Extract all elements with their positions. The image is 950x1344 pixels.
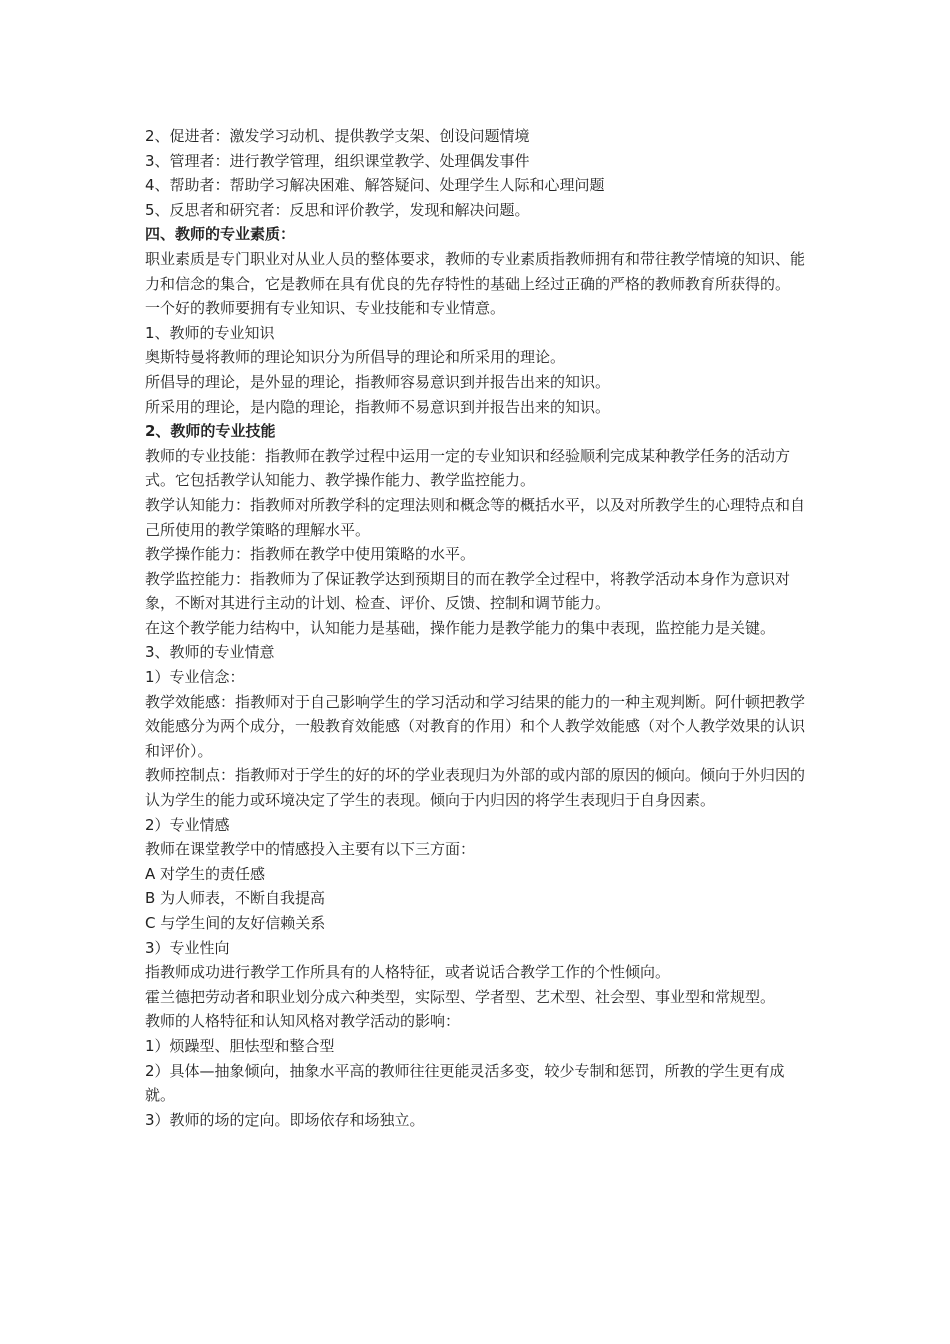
paragraph-line: 在这个教学能力结构中，认知能力是基础，操作能力是教学能力的集中表现，监控能力是关键。 — [145, 618, 776, 637]
paragraph-line: 2）专业情感 — [145, 815, 230, 834]
paragraph-line: B 为人师表，不断自我提高 — [145, 889, 326, 908]
paragraph-line: 教师的人格特征和认知风格对教学活动的影响： — [145, 1012, 461, 1031]
paragraph-line: 教师控制点：指教师对于学生的好的坏的学业表现归为外部的或内部的原因的倾向。倾向于外归因的认为学生的能力或环境决定了学生的表现。倾向于内归因的将学生表现归于自身因素。 — [145, 766, 806, 810]
section-heading: 2、教师的专业技能 — [145, 422, 276, 441]
paragraph-line: 教师的专业技能：指教师在教学过程中运用一定的专业知识和经验顺利完成某种教学任务的活动方式。它包括教学认知能力、教学操作能力、教学监控能力。 — [145, 446, 791, 490]
paragraph-line: 2、促进者：激发学习动机、提供教学支架、创设问题情境 — [145, 127, 530, 145]
paragraph-line: 教学效能感：指教师对于自己影响学生的学习活动和学习结果的能力的一种主观判断。阿什顿把教学效能感分为两个成分，一般教育效能感（对教育的作用）和个人教学效能感（对个人教学效果的认识和评价）。 — [145, 692, 806, 760]
paragraph-line: 职业素质是专门职业对从业人员的整体要求，教师的专业素质指教师拥有和带往教学情境的知识、能力和信念的集合，它是教师在具有优良的先存特性的基础上经过正确的严格的教师教育所获得的。 — [145, 249, 806, 293]
paragraph-line: 指教师成功进行教学工作所具有的人格特征，或者说话合教学工作的个性倾向。 — [145, 963, 671, 982]
paragraph-line: 1）烦躁型、胆怯型和整合型 — [145, 1036, 335, 1055]
paragraph-line: 教学操作能力：指教师在教学中使用策略的水平。 — [145, 545, 476, 564]
paragraph-line: 霍兰德把劳动者和职业划分成六种类型，实际型、学者型、艺术型、社会型、事业型和常规型。 — [145, 987, 776, 1006]
paragraph-line: 5、反思者和研究者：反思和评价教学，发现和解决问题。 — [145, 200, 530, 219]
paragraph-line: 3、教师的专业情意 — [145, 643, 275, 662]
paragraph-line: 3、管理者：进行教学管理，组织课堂教学、处理偶发事件 — [145, 151, 530, 170]
paragraph-line: 所采用的理论，是内隐的理论，指教师不易意识到并报告出来的知识。 — [145, 397, 611, 416]
paragraph-line: 所倡导的理论，是外显的理论，指教师容易意识到并报告出来的知识。 — [145, 372, 611, 391]
paragraph-line: C 与学生间的友好信赖关系 — [145, 914, 326, 932]
paragraph-line: 4、帮助者：帮助学习解决困难、解答疑问、处理学生人际和心理问题 — [145, 176, 605, 195]
paragraph-line: 3）专业性向 — [145, 938, 230, 957]
paragraph-line: 3）教师的场的定向。即场依存和场独立。 — [145, 1110, 425, 1129]
section-heading: 四、教师的专业素质： — [145, 225, 296, 244]
paragraph-line: 教学监控能力：指教师为了保证教学达到预期目的而在教学全过程中，将教学活动本身作为意识对象，不断对其进行主动的计划、检查、评价、反馈、控制和调节能力。 — [145, 569, 791, 613]
paragraph-line: 1）专业信念： — [145, 668, 245, 687]
document-body — [145, 124, 810, 1132]
paragraph-line: 1、教师的专业知识 — [145, 323, 275, 342]
paragraph-line: A 对学生的责任感 — [145, 864, 266, 883]
paragraph-line: 一个好的教师要拥有专业知识、专业技能和专业情意。 — [145, 299, 506, 318]
paragraph-line: 奥斯特曼将教师的理论知识分为所倡导的理论和所采用的理论。 — [145, 348, 566, 367]
paragraph-line: 教学认知能力：指教师对所教学科的定理法则和概念等的概括水平，以及对所教学生的心理特点和自己所使用的教学策略的理解水平。 — [145, 495, 806, 539]
paragraph-line: 2）具体—抽象倾向，抽象水平高的教师往往更能灵活多变，较少专制和惩罚，所教的学生更有成就。 — [145, 1061, 785, 1105]
paragraph-line: 教师在课堂教学中的情感投入主要有以下三方面： — [145, 840, 476, 859]
